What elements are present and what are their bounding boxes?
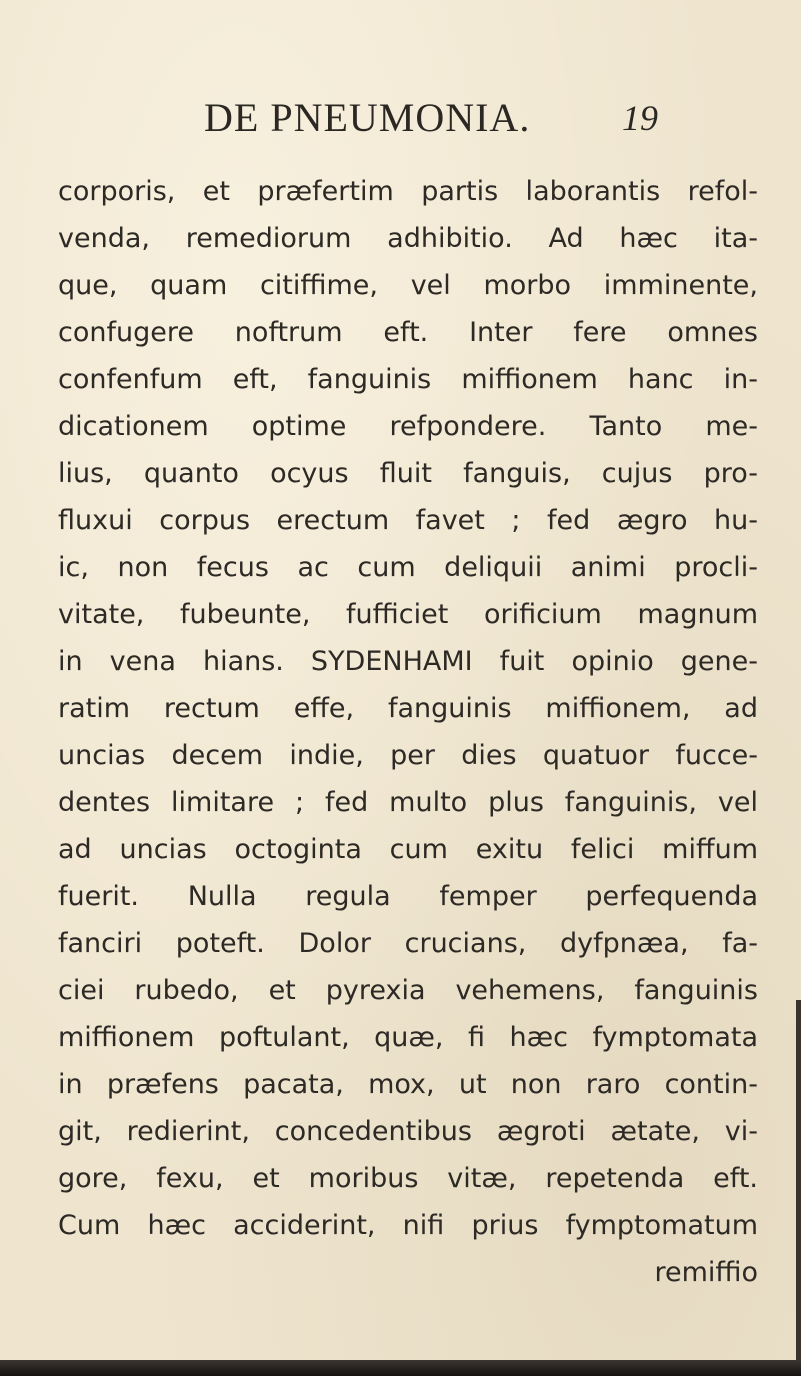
catchword: remiffio bbox=[654, 1257, 758, 1288]
page-number: 19 bbox=[622, 98, 658, 138]
text-line: confugere noftrum eft. Inter fere omnes bbox=[58, 317, 758, 348]
text-line: gore, fexu, et moribus vitæ, repetenda eft. bbox=[58, 1163, 758, 1194]
text-line: dicationem optime refpondere. Tanto me- bbox=[58, 411, 758, 442]
text-line: in vena hians. SYDENHAMI fuit opinio gene- bbox=[58, 646, 758, 677]
text-line: git, redierint, concedentibus ægroti ætate, vi- bbox=[58, 1116, 758, 1147]
text-line: fluxui corpus erectum favet ; fed ægro hu- bbox=[58, 505, 758, 536]
text-line: Cum hæc acciderint, nifi prius fymptomatum bbox=[58, 1210, 758, 1241]
body-text bbox=[58, 168, 758, 1296]
text-line: que, quam citiffime, vel morbo imminente, bbox=[58, 270, 758, 301]
text-line: in præfens pacata, mox, ut non raro contin- bbox=[58, 1069, 758, 1100]
page-edge-shadow bbox=[796, 1000, 801, 1376]
text-line: ad uncias octoginta cum exitu felici miffum bbox=[58, 834, 758, 865]
text-line: corporis, et præfertim partis laborantis refol- bbox=[58, 176, 758, 207]
text-line: fanciri poteft. Dolor crucians, dyfpnæa, fa- bbox=[58, 928, 758, 959]
text-line: vitate, fubeunte, fufficiet orificium magnum bbox=[58, 599, 758, 630]
scan-bottom-edge bbox=[0, 1360, 801, 1376]
text-line: venda, remediorum adhibitio. Ad hæc ita- bbox=[58, 223, 758, 254]
text-line: ciei rubedo, et pyrexia vehemens, fanguinis bbox=[58, 975, 758, 1006]
text-line: uncias decem indie, per dies quatuor fucce- bbox=[58, 740, 758, 771]
text-line: miffionem poftulant, quæ, fi hæc fymptomata bbox=[58, 1022, 758, 1053]
text-line: fuerit. Nulla regula femper perfequenda bbox=[58, 881, 758, 912]
running-title: DE PNEUMONIA. bbox=[204, 95, 531, 140]
text-line: ic, non fecus ac cum deliquii animi procli- bbox=[58, 552, 758, 583]
text-line: confenfum eft, fanguinis miffionem hanc in- bbox=[58, 364, 758, 395]
text-line: lius, quanto ocyus fluit fanguis, cujus pro- bbox=[58, 458, 758, 489]
page-header bbox=[0, 88, 801, 148]
text-line: ratim rectum effe, fanguinis miffionem, ad bbox=[58, 693, 758, 724]
text-line: dentes limitare ; fed multo plus fanguinis, vel bbox=[58, 787, 758, 818]
